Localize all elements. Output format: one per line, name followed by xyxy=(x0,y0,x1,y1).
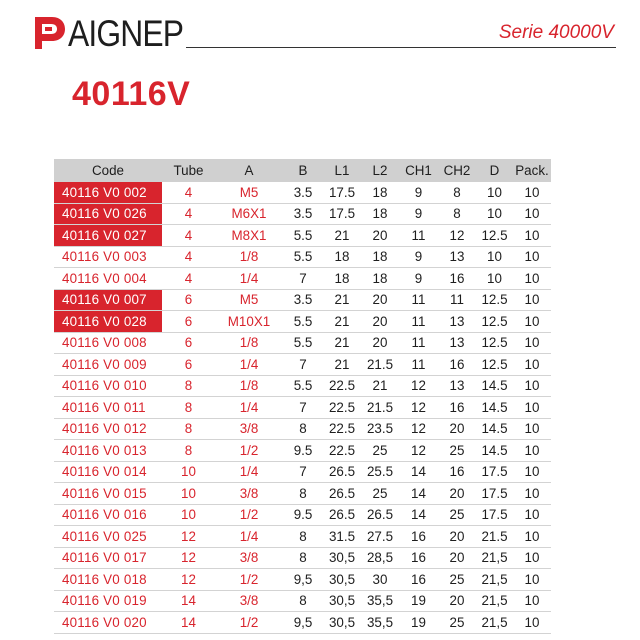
cell-ch1: 9 xyxy=(399,182,438,203)
cell-code: 40116 V0 002 xyxy=(54,182,162,203)
cell-l1: 22.5 xyxy=(323,440,361,462)
cell-a: 1/2 xyxy=(215,440,283,462)
cell-ch1: 11 xyxy=(399,332,438,354)
cell-pack: 10 xyxy=(513,483,551,505)
cell-l2: 26.5 xyxy=(361,504,399,526)
cell-tube: 14 xyxy=(162,612,215,634)
cell-ch1: 11 xyxy=(399,225,438,247)
cell-b: 3.5 xyxy=(283,289,323,311)
table-row xyxy=(54,418,551,440)
cell-ch1: 9 xyxy=(399,268,438,290)
cell-ch2: 20 xyxy=(438,483,476,505)
cell-ch2: 13 xyxy=(438,375,476,397)
cell-l1: 18 xyxy=(323,268,361,290)
cell-a: M8X1 xyxy=(215,225,283,247)
cell-pack: 10 xyxy=(513,569,551,591)
cell-d: 21.5 xyxy=(476,526,513,548)
cell-a: M10X1 xyxy=(215,311,283,333)
table-row xyxy=(54,547,551,569)
cell-l1: 30,5 xyxy=(323,612,361,634)
table-row xyxy=(54,504,551,526)
cell-code: 40116 V0 012 xyxy=(54,418,162,440)
cell-l1: 22.5 xyxy=(323,397,361,419)
cell-l1: 17.5 xyxy=(323,182,361,203)
table-row xyxy=(54,268,551,290)
brand-name: AIGNEP xyxy=(68,13,184,54)
product-title: 40116V xyxy=(72,75,191,113)
cell-ch2: 25 xyxy=(438,569,476,591)
table-row xyxy=(54,225,551,247)
aignep-p-logo-icon xyxy=(30,14,66,52)
cell-ch2: 8 xyxy=(438,182,476,203)
cell-ch2: 25 xyxy=(438,504,476,526)
cell-ch1: 14 xyxy=(399,461,438,483)
cell-ch2: 16 xyxy=(438,268,476,290)
cell-code: 40116 V0 027 xyxy=(54,225,162,247)
cell-code: 40116 V0 003 xyxy=(54,246,162,268)
cell-code: 40116 V0 020 xyxy=(54,612,162,634)
cell-a: 3/8 xyxy=(215,483,283,505)
cell-code: 40116 V0 009 xyxy=(54,354,162,376)
cell-d: 12.5 xyxy=(476,289,513,311)
cell-b: 8 xyxy=(283,526,323,548)
column-header-l2: L2 xyxy=(361,159,399,182)
column-header-code: Code xyxy=(54,159,162,182)
cell-l2: 20 xyxy=(361,289,399,311)
cell-pack: 10 xyxy=(513,289,551,311)
column-header-ch1: CH1 xyxy=(399,159,438,182)
cell-a: 1/4 xyxy=(215,397,283,419)
cell-tube: 6 xyxy=(162,354,215,376)
cell-pack: 10 xyxy=(513,354,551,376)
cell-pack: 10 xyxy=(513,440,551,462)
cell-a: 1/8 xyxy=(215,246,283,268)
column-header-pack: Pack. xyxy=(513,159,551,182)
cell-pack: 10 xyxy=(513,246,551,268)
cell-l2: 25 xyxy=(361,440,399,462)
cell-a: 1/8 xyxy=(215,332,283,354)
cell-tube: 10 xyxy=(162,461,215,483)
cell-a: 1/2 xyxy=(215,504,283,526)
cell-code: 40116 V0 028 xyxy=(54,311,162,333)
table-row xyxy=(54,612,551,634)
cell-a: 1/2 xyxy=(215,569,283,591)
cell-tube: 12 xyxy=(162,547,215,569)
cell-ch1: 16 xyxy=(399,547,438,569)
cell-d: 10 xyxy=(476,246,513,268)
cell-a: 1/4 xyxy=(215,526,283,548)
column-header-l1: L1 xyxy=(323,159,361,182)
cell-code: 40116 V0 011 xyxy=(54,397,162,419)
cell-ch2: 13 xyxy=(438,311,476,333)
column-header-tube: Tube xyxy=(162,159,215,182)
column-header-b: B xyxy=(283,159,323,182)
cell-l2: 35,5 xyxy=(361,590,399,612)
cell-l2: 25.5 xyxy=(361,461,399,483)
cell-ch1: 12 xyxy=(399,440,438,462)
column-header-d: D xyxy=(476,159,513,182)
cell-l2: 28,5 xyxy=(361,547,399,569)
cell-b: 5.5 xyxy=(283,246,323,268)
cell-d: 17.5 xyxy=(476,504,513,526)
cell-d: 12.5 xyxy=(476,332,513,354)
cell-tube: 8 xyxy=(162,418,215,440)
cell-a: 1/4 xyxy=(215,461,283,483)
cell-code: 40116 V0 026 xyxy=(54,203,162,225)
cell-ch2: 25 xyxy=(438,612,476,634)
cell-l1: 21 xyxy=(323,332,361,354)
table-row xyxy=(54,526,551,548)
cell-tube: 8 xyxy=(162,397,215,419)
cell-code: 40116 V0 015 xyxy=(54,483,162,505)
cell-pack: 10 xyxy=(513,590,551,612)
cell-l2: 18 xyxy=(361,182,399,203)
cell-a: 1/8 xyxy=(215,375,283,397)
cell-ch2: 16 xyxy=(438,397,476,419)
table-row xyxy=(54,590,551,612)
cell-pack: 10 xyxy=(513,526,551,548)
cell-code: 40116 V0 019 xyxy=(54,590,162,612)
cell-tube: 4 xyxy=(162,246,215,268)
table-row xyxy=(54,246,551,268)
cell-pack: 10 xyxy=(513,504,551,526)
table-row xyxy=(54,483,551,505)
cell-tube: 4 xyxy=(162,268,215,290)
cell-a: 3/8 xyxy=(215,418,283,440)
cell-b: 7 xyxy=(283,268,323,290)
cell-l2: 18 xyxy=(361,246,399,268)
cell-ch1: 12 xyxy=(399,375,438,397)
cell-b: 9.5 xyxy=(283,440,323,462)
table-row xyxy=(54,569,551,591)
cell-tube: 6 xyxy=(162,311,215,333)
cell-b: 9,5 xyxy=(283,569,323,591)
table-row xyxy=(54,461,551,483)
cell-l2: 20 xyxy=(361,225,399,247)
table-row xyxy=(54,203,551,225)
cell-d: 17.5 xyxy=(476,483,513,505)
cell-ch2: 20 xyxy=(438,418,476,440)
cell-b: 9,5 xyxy=(283,612,323,634)
table-row xyxy=(54,182,551,203)
cell-tube: 12 xyxy=(162,526,215,548)
cell-d: 14.5 xyxy=(476,375,513,397)
cell-ch2: 8 xyxy=(438,203,476,225)
specs-table xyxy=(54,159,551,634)
cell-code: 40116 V0 014 xyxy=(54,461,162,483)
cell-a: 3/8 xyxy=(215,547,283,569)
cell-d: 14.5 xyxy=(476,418,513,440)
cell-d: 12.5 xyxy=(476,354,513,376)
cell-l1: 26.5 xyxy=(323,483,361,505)
cell-pack: 10 xyxy=(513,397,551,419)
cell-l1: 30,5 xyxy=(323,547,361,569)
cell-l2: 27.5 xyxy=(361,526,399,548)
cell-b: 8 xyxy=(283,547,323,569)
cell-ch1: 9 xyxy=(399,246,438,268)
cell-pack: 10 xyxy=(513,547,551,569)
cell-l2: 21.5 xyxy=(361,354,399,376)
cell-a: M5 xyxy=(215,182,283,203)
cell-tube: 4 xyxy=(162,225,215,247)
cell-l1: 26.5 xyxy=(323,504,361,526)
cell-pack: 10 xyxy=(513,461,551,483)
cell-l2: 21.5 xyxy=(361,397,399,419)
cell-a: 3/8 xyxy=(215,590,283,612)
cell-d: 21,5 xyxy=(476,569,513,591)
cell-tube: 10 xyxy=(162,483,215,505)
cell-d: 21,5 xyxy=(476,547,513,569)
cell-ch1: 11 xyxy=(399,289,438,311)
table-header-row xyxy=(54,159,551,182)
cell-ch2: 16 xyxy=(438,354,476,376)
cell-l2: 30 xyxy=(361,569,399,591)
cell-b: 9.5 xyxy=(283,504,323,526)
cell-code: 40116 V0 016 xyxy=(54,504,162,526)
cell-a: M6X1 xyxy=(215,203,283,225)
cell-b: 8 xyxy=(283,483,323,505)
cell-pack: 10 xyxy=(513,311,551,333)
cell-tube: 12 xyxy=(162,569,215,591)
cell-ch1: 14 xyxy=(399,504,438,526)
cell-d: 21,5 xyxy=(476,590,513,612)
cell-b: 7 xyxy=(283,461,323,483)
cell-pack: 10 xyxy=(513,225,551,247)
cell-pack: 10 xyxy=(513,612,551,634)
cell-l2: 25 xyxy=(361,483,399,505)
cell-ch1: 16 xyxy=(399,569,438,591)
cell-ch2: 20 xyxy=(438,526,476,548)
cell-d: 10 xyxy=(476,268,513,290)
cell-d: 17.5 xyxy=(476,461,513,483)
cell-ch2: 16 xyxy=(438,461,476,483)
cell-ch1: 11 xyxy=(399,354,438,376)
table-row xyxy=(54,354,551,376)
cell-ch1: 19 xyxy=(399,590,438,612)
cell-d: 10 xyxy=(476,182,513,203)
cell-l1: 26.5 xyxy=(323,461,361,483)
cell-ch1: 11 xyxy=(399,311,438,333)
cell-b: 8 xyxy=(283,418,323,440)
table-body xyxy=(54,182,551,633)
table-row xyxy=(54,375,551,397)
cell-pack: 10 xyxy=(513,203,551,225)
cell-l1: 17.5 xyxy=(323,203,361,225)
cell-pack: 10 xyxy=(513,418,551,440)
table-row xyxy=(54,397,551,419)
table-row xyxy=(54,332,551,354)
cell-a: M5 xyxy=(215,289,283,311)
cell-a: 1/4 xyxy=(215,354,283,376)
cell-tube: 14 xyxy=(162,590,215,612)
cell-d: 14.5 xyxy=(476,440,513,462)
cell-code: 40116 V0 018 xyxy=(54,569,162,591)
cell-l1: 31.5 xyxy=(323,526,361,548)
cell-tube: 4 xyxy=(162,182,215,203)
cell-ch1: 12 xyxy=(399,418,438,440)
cell-code: 40116 V0 010 xyxy=(54,375,162,397)
cell-tube: 6 xyxy=(162,289,215,311)
cell-ch2: 12 xyxy=(438,225,476,247)
cell-pack: 10 xyxy=(513,332,551,354)
cell-ch1: 19 xyxy=(399,612,438,634)
cell-tube: 4 xyxy=(162,203,215,225)
table-row xyxy=(54,289,551,311)
cell-l2: 21 xyxy=(361,375,399,397)
cell-l1: 21 xyxy=(323,311,361,333)
cell-l2: 18 xyxy=(361,268,399,290)
cell-l2: 18 xyxy=(361,203,399,225)
cell-ch2: 11 xyxy=(438,289,476,311)
cell-ch1: 9 xyxy=(399,203,438,225)
cell-ch2: 13 xyxy=(438,246,476,268)
cell-d: 14.5 xyxy=(476,397,513,419)
cell-b: 8 xyxy=(283,590,323,612)
cell-l1: 22.5 xyxy=(323,418,361,440)
cell-l1: 18 xyxy=(323,246,361,268)
cell-ch2: 25 xyxy=(438,440,476,462)
cell-code: 40116 V0 017 xyxy=(54,547,162,569)
cell-b: 3.5 xyxy=(283,203,323,225)
cell-b: 5.5 xyxy=(283,225,323,247)
cell-ch1: 14 xyxy=(399,483,438,505)
cell-l2: 35,5 xyxy=(361,612,399,634)
cell-d: 10 xyxy=(476,203,513,225)
cell-pack: 10 xyxy=(513,182,551,203)
cell-l2: 20 xyxy=(361,332,399,354)
cell-ch1: 12 xyxy=(399,397,438,419)
cell-d: 12.5 xyxy=(476,311,513,333)
cell-b: 7 xyxy=(283,354,323,376)
cell-d: 12.5 xyxy=(476,225,513,247)
cell-l1: 30,5 xyxy=(323,569,361,591)
cell-d: 21,5 xyxy=(476,612,513,634)
cell-l1: 30,5 xyxy=(323,590,361,612)
cell-l2: 23.5 xyxy=(361,418,399,440)
series-label: Serie 40000V xyxy=(498,22,614,43)
table-row xyxy=(54,311,551,333)
cell-l1: 22.5 xyxy=(323,375,361,397)
cell-tube: 8 xyxy=(162,375,215,397)
cell-a: 1/4 xyxy=(215,268,283,290)
column-header-a: A xyxy=(215,159,283,182)
cell-b: 5.5 xyxy=(283,332,323,354)
cell-tube: 6 xyxy=(162,332,215,354)
cell-b: 5.5 xyxy=(283,311,323,333)
cell-code: 40116 V0 004 xyxy=(54,268,162,290)
cell-code: 40116 V0 013 xyxy=(54,440,162,462)
cell-b: 7 xyxy=(283,397,323,419)
cell-a: 1/2 xyxy=(215,612,283,634)
cell-l1: 21 xyxy=(323,225,361,247)
cell-code: 40116 V0 008 xyxy=(54,332,162,354)
cell-code: 40116 V0 025 xyxy=(54,526,162,548)
cell-l2: 20 xyxy=(361,311,399,333)
table-row xyxy=(54,440,551,462)
column-header-ch2: CH2 xyxy=(438,159,476,182)
cell-l1: 21 xyxy=(323,289,361,311)
cell-ch1: 16 xyxy=(399,526,438,548)
cell-b: 5.5 xyxy=(283,375,323,397)
cell-ch2: 20 xyxy=(438,590,476,612)
cell-pack: 10 xyxy=(513,375,551,397)
cell-tube: 10 xyxy=(162,504,215,526)
cell-ch2: 20 xyxy=(438,547,476,569)
cell-b: 3.5 xyxy=(283,182,323,203)
cell-code: 40116 V0 007 xyxy=(54,289,162,311)
cell-pack: 10 xyxy=(513,268,551,290)
cell-tube: 8 xyxy=(162,440,215,462)
cell-ch2: 13 xyxy=(438,332,476,354)
header-divider xyxy=(186,47,616,48)
cell-l1: 21 xyxy=(323,354,361,376)
